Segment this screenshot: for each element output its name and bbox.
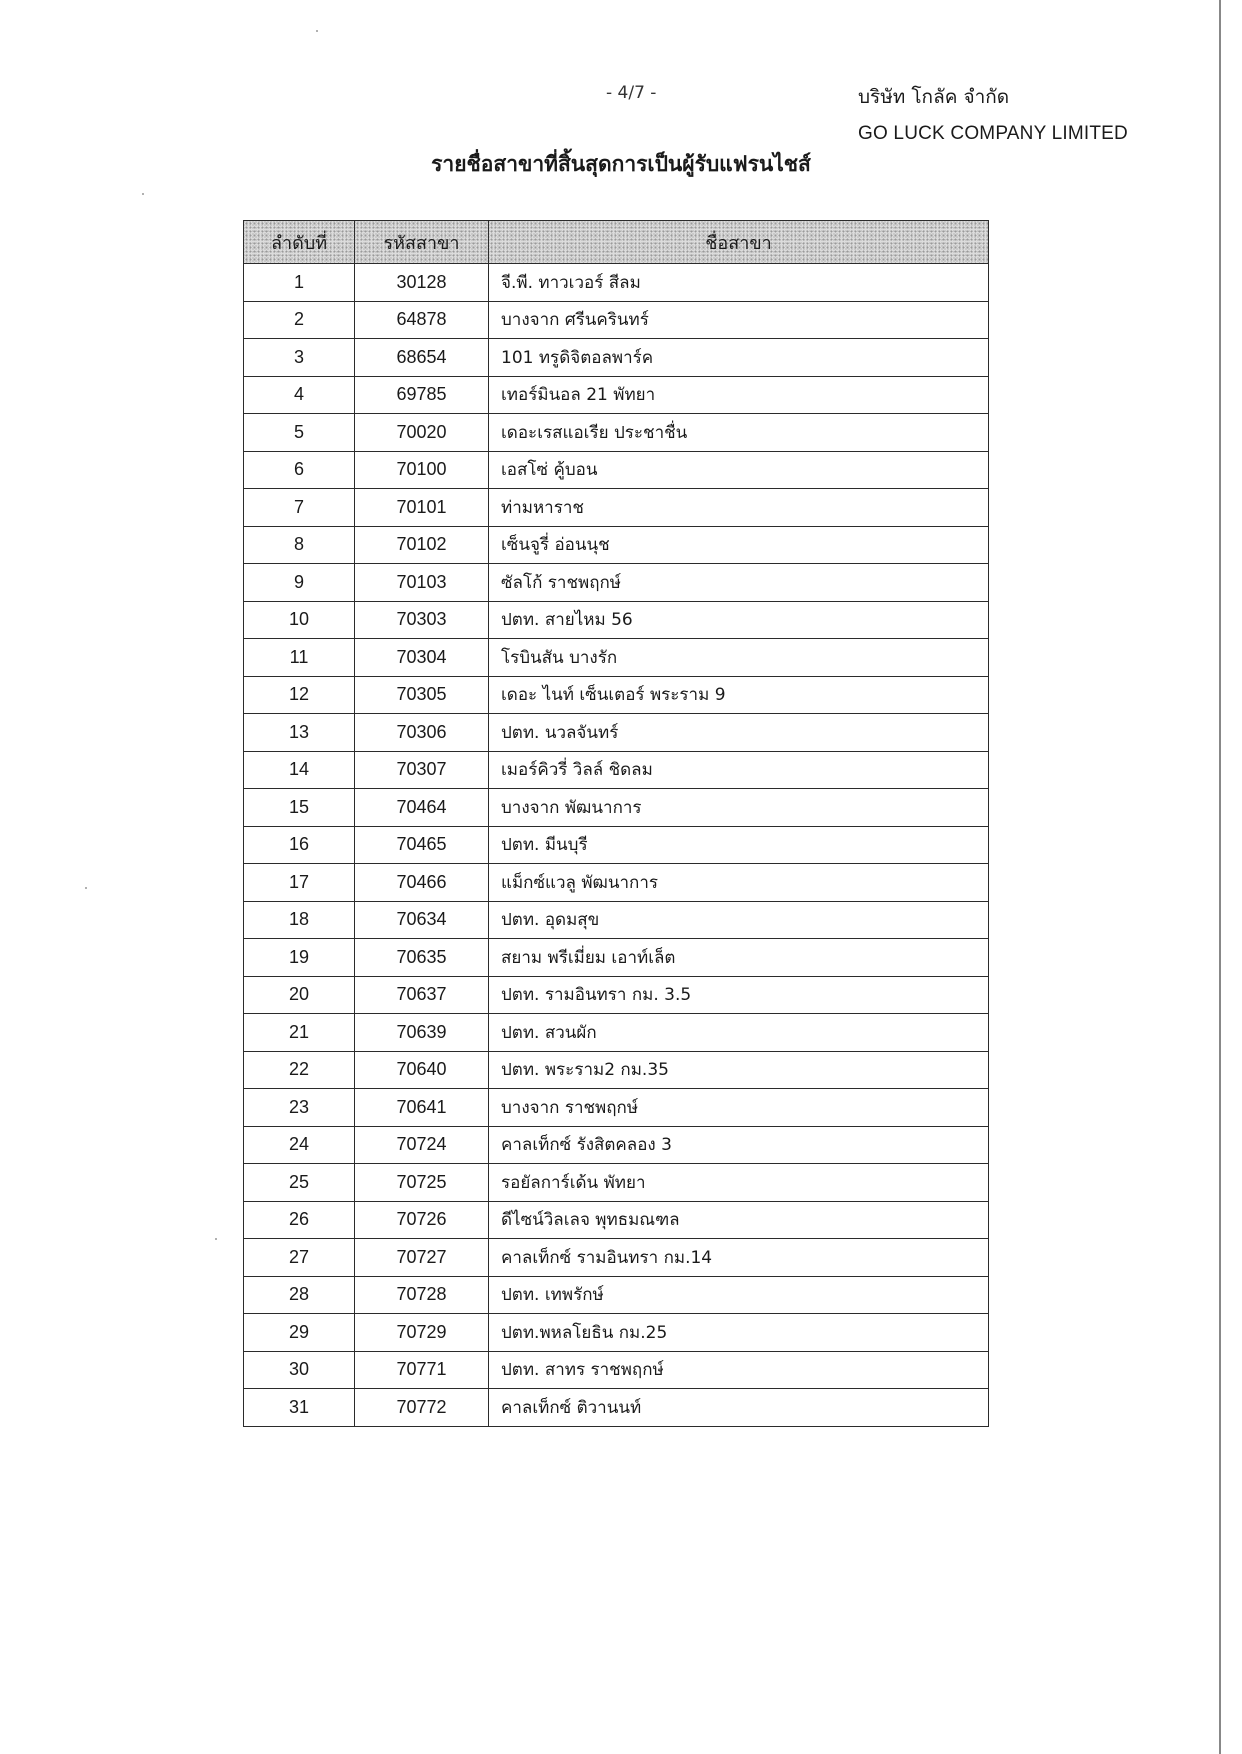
- branch-name-cell: ปตท. รามอินทรา กม. 3.5: [489, 976, 989, 1014]
- row-number-cell: 17: [244, 864, 355, 902]
- table-row: [244, 714, 989, 752]
- row-number-cell: 15: [244, 789, 355, 827]
- table-row: [244, 564, 989, 602]
- row-number-cell: 9: [244, 564, 355, 602]
- branch-name-cell: คาลเท็กซ์ รามอินทรา กม.14: [489, 1239, 989, 1277]
- row-number-cell: 31: [244, 1389, 355, 1427]
- branch-name-cell: บางจาก พัฒนาการ: [489, 789, 989, 827]
- row-number-cell: 23: [244, 1089, 355, 1127]
- table-row: [244, 264, 989, 302]
- branch-name-cell: เมอร์คิวรี่ วิลล์ ชิดลม: [489, 751, 989, 789]
- table-row: [244, 826, 989, 864]
- branch-name-cell: ปตท.พหลโยธิน กม.25: [489, 1314, 989, 1352]
- branch-name-cell: โรบินสัน บางรัก: [489, 639, 989, 677]
- scan-speck: [85, 887, 87, 889]
- table-row: [244, 1014, 989, 1052]
- branch-code-cell: 64878: [355, 301, 489, 339]
- row-number-cell: 2: [244, 301, 355, 339]
- table-header-row: [244, 221, 989, 264]
- branch-code-cell: 70305: [355, 676, 489, 714]
- branch-table: [243, 220, 989, 1427]
- row-number-cell: 25: [244, 1164, 355, 1202]
- row-number-cell: 18: [244, 901, 355, 939]
- company-name-thai: บริษัท โกลัค จำกัด: [858, 86, 1010, 108]
- branch-name-cell: แม็กซ์แวลู พัฒนาการ: [489, 864, 989, 902]
- branch-code-cell: 70100: [355, 451, 489, 489]
- branch-name-cell: รอยัลการ์เด้น พัทยา: [489, 1164, 989, 1202]
- branch-name-cell: ปตท. สาทร ราชพฤกษ์: [489, 1351, 989, 1389]
- row-number-cell: 6: [244, 451, 355, 489]
- branch-name-cell: คาลเท็กซ์ ติวานนท์: [489, 1389, 989, 1427]
- column-header-number: ลำดับที่: [244, 221, 355, 264]
- row-number-cell: 16: [244, 826, 355, 864]
- branch-name-cell: ปตท. เทพรักษ์: [489, 1276, 989, 1314]
- table-body: [244, 264, 989, 1427]
- branch-code-cell: 70634: [355, 901, 489, 939]
- table-row: [244, 301, 989, 339]
- branch-code-cell: 70101: [355, 489, 489, 527]
- row-number-cell: 11: [244, 639, 355, 677]
- table-row: [244, 601, 989, 639]
- column-header-branch-name: ชื่อสาขา: [489, 221, 989, 264]
- row-number-cell: 4: [244, 376, 355, 414]
- branch-name-cell: 101 ทรูดิจิตอลพาร์ค: [489, 339, 989, 377]
- branch-code-cell: 70635: [355, 939, 489, 977]
- branch-name-cell: ซัลโก้ ราชพฤกษ์: [489, 564, 989, 602]
- table-row: [244, 1164, 989, 1202]
- branch-code-cell: 70729: [355, 1314, 489, 1352]
- table-row: [244, 901, 989, 939]
- row-number-cell: 20: [244, 976, 355, 1014]
- row-number-cell: 19: [244, 939, 355, 977]
- branch-name-cell: ปตท. อุดมสุข: [489, 901, 989, 939]
- branch-code-cell: 70728: [355, 1276, 489, 1314]
- branch-code-cell: 70020: [355, 414, 489, 452]
- branch-name-cell: เดอะ ไนท์ เซ็นเตอร์ พระราม 9: [489, 676, 989, 714]
- company-name-english: GO LUCK COMPANY LIMITED: [858, 123, 1128, 144]
- row-number-cell: 10: [244, 601, 355, 639]
- branch-code-cell: 70102: [355, 526, 489, 564]
- branch-code-cell: 69785: [355, 376, 489, 414]
- branch-code-cell: 70465: [355, 826, 489, 864]
- branch-code-cell: 70466: [355, 864, 489, 902]
- row-number-cell: 22: [244, 1051, 355, 1089]
- row-number-cell: 8: [244, 526, 355, 564]
- branch-code-cell: 70639: [355, 1014, 489, 1052]
- table-row: [244, 939, 989, 977]
- table-row: [244, 789, 989, 827]
- row-number-cell: 7: [244, 489, 355, 527]
- branch-name-cell: ปตท. มีนบุรี: [489, 826, 989, 864]
- branch-name-cell: บางจาก ศรีนครินทร์: [489, 301, 989, 339]
- branch-code-cell: 70771: [355, 1351, 489, 1389]
- scan-page-edge: [1219, 0, 1221, 1754]
- branch-name-cell: เซ็นจูรี่ อ่อนนุช: [489, 526, 989, 564]
- branch-code-cell: 30128: [355, 264, 489, 302]
- branch-name-cell: เอสโซ่ คู้บอน: [489, 451, 989, 489]
- row-number-cell: 1: [244, 264, 355, 302]
- branch-code-cell: 70726: [355, 1201, 489, 1239]
- row-number-cell: 5: [244, 414, 355, 452]
- row-number-cell: 28: [244, 1276, 355, 1314]
- row-number-cell: 12: [244, 676, 355, 714]
- branch-code-cell: 70304: [355, 639, 489, 677]
- table-row: [244, 414, 989, 452]
- branch-code-cell: 68654: [355, 339, 489, 377]
- table-row: [244, 339, 989, 377]
- table-row: [244, 1126, 989, 1164]
- table-row: [244, 376, 989, 414]
- branch-code-cell: 70103: [355, 564, 489, 602]
- branch-name-cell: ปตท. สายไหม 56: [489, 601, 989, 639]
- branch-name-cell: ปตท. นวลจันทร์: [489, 714, 989, 752]
- branch-name-cell: บางจาก ราชพฤกษ์: [489, 1089, 989, 1127]
- branch-code-cell: 70464: [355, 789, 489, 827]
- branch-name-cell: สยาม พรีเมี่ยม เอาท์เล็ต: [489, 939, 989, 977]
- table-row: [244, 1239, 989, 1277]
- row-number-cell: 14: [244, 751, 355, 789]
- row-number-cell: 30: [244, 1351, 355, 1389]
- column-header-branch-code: รหัสสาขา: [355, 221, 489, 264]
- table-row: [244, 1389, 989, 1427]
- row-number-cell: 13: [244, 714, 355, 752]
- table-row: [244, 526, 989, 564]
- page-number: - 4/7 -: [606, 83, 657, 103]
- table-row: [244, 451, 989, 489]
- row-number-cell: 24: [244, 1126, 355, 1164]
- branch-code-cell: 70306: [355, 714, 489, 752]
- branch-code-cell: 70724: [355, 1126, 489, 1164]
- branch-name-cell: เดอะเรสแอเรีย ประชาชื่น: [489, 414, 989, 452]
- table-row: [244, 1201, 989, 1239]
- branch-code-cell: 70727: [355, 1239, 489, 1277]
- branch-name-cell: ดีไซน์วิลเลจ พุทธมณฑล: [489, 1201, 989, 1239]
- branch-code-cell: 70303: [355, 601, 489, 639]
- document-title: รายชื่อสาขาที่สิ้นสุดการเป็นผู้รับแฟรนไชส์: [431, 152, 811, 176]
- row-number-cell: 29: [244, 1314, 355, 1352]
- table-row: [244, 1351, 989, 1389]
- row-number-cell: 3: [244, 339, 355, 377]
- branch-code-cell: 70637: [355, 976, 489, 1014]
- row-number-cell: 21: [244, 1014, 355, 1052]
- scan-speck: [316, 30, 318, 32]
- table-row: [244, 1089, 989, 1127]
- table-row: [244, 976, 989, 1014]
- branch-code-cell: 70772: [355, 1389, 489, 1427]
- branch-name-cell: ปตท. สวนผัก: [489, 1014, 989, 1052]
- row-number-cell: 27: [244, 1239, 355, 1277]
- scan-speck: [142, 193, 144, 195]
- table-row: [244, 751, 989, 789]
- branch-code-cell: 70725: [355, 1164, 489, 1202]
- branch-code-cell: 70641: [355, 1089, 489, 1127]
- table-row: [244, 639, 989, 677]
- branch-code-cell: 70307: [355, 751, 489, 789]
- branch-name-cell: คาลเท็กซ์ รังสิตคลอง 3: [489, 1126, 989, 1164]
- table-row: [244, 676, 989, 714]
- table-row: [244, 1314, 989, 1352]
- branch-name-cell: ท่ามหาราช: [489, 489, 989, 527]
- branch-name-cell: ปตท. พระราม2 กม.35: [489, 1051, 989, 1089]
- row-number-cell: 26: [244, 1201, 355, 1239]
- table-row: [244, 1276, 989, 1314]
- table-row: [244, 864, 989, 902]
- table-row: [244, 489, 989, 527]
- table-row: [244, 1051, 989, 1089]
- branch-name-cell: เทอร์มินอล 21 พัทยา: [489, 376, 989, 414]
- scan-speck: [215, 1238, 217, 1240]
- branch-name-cell: จี.พี. ทาวเวอร์ สีลม: [489, 264, 989, 302]
- branch-code-cell: 70640: [355, 1051, 489, 1089]
